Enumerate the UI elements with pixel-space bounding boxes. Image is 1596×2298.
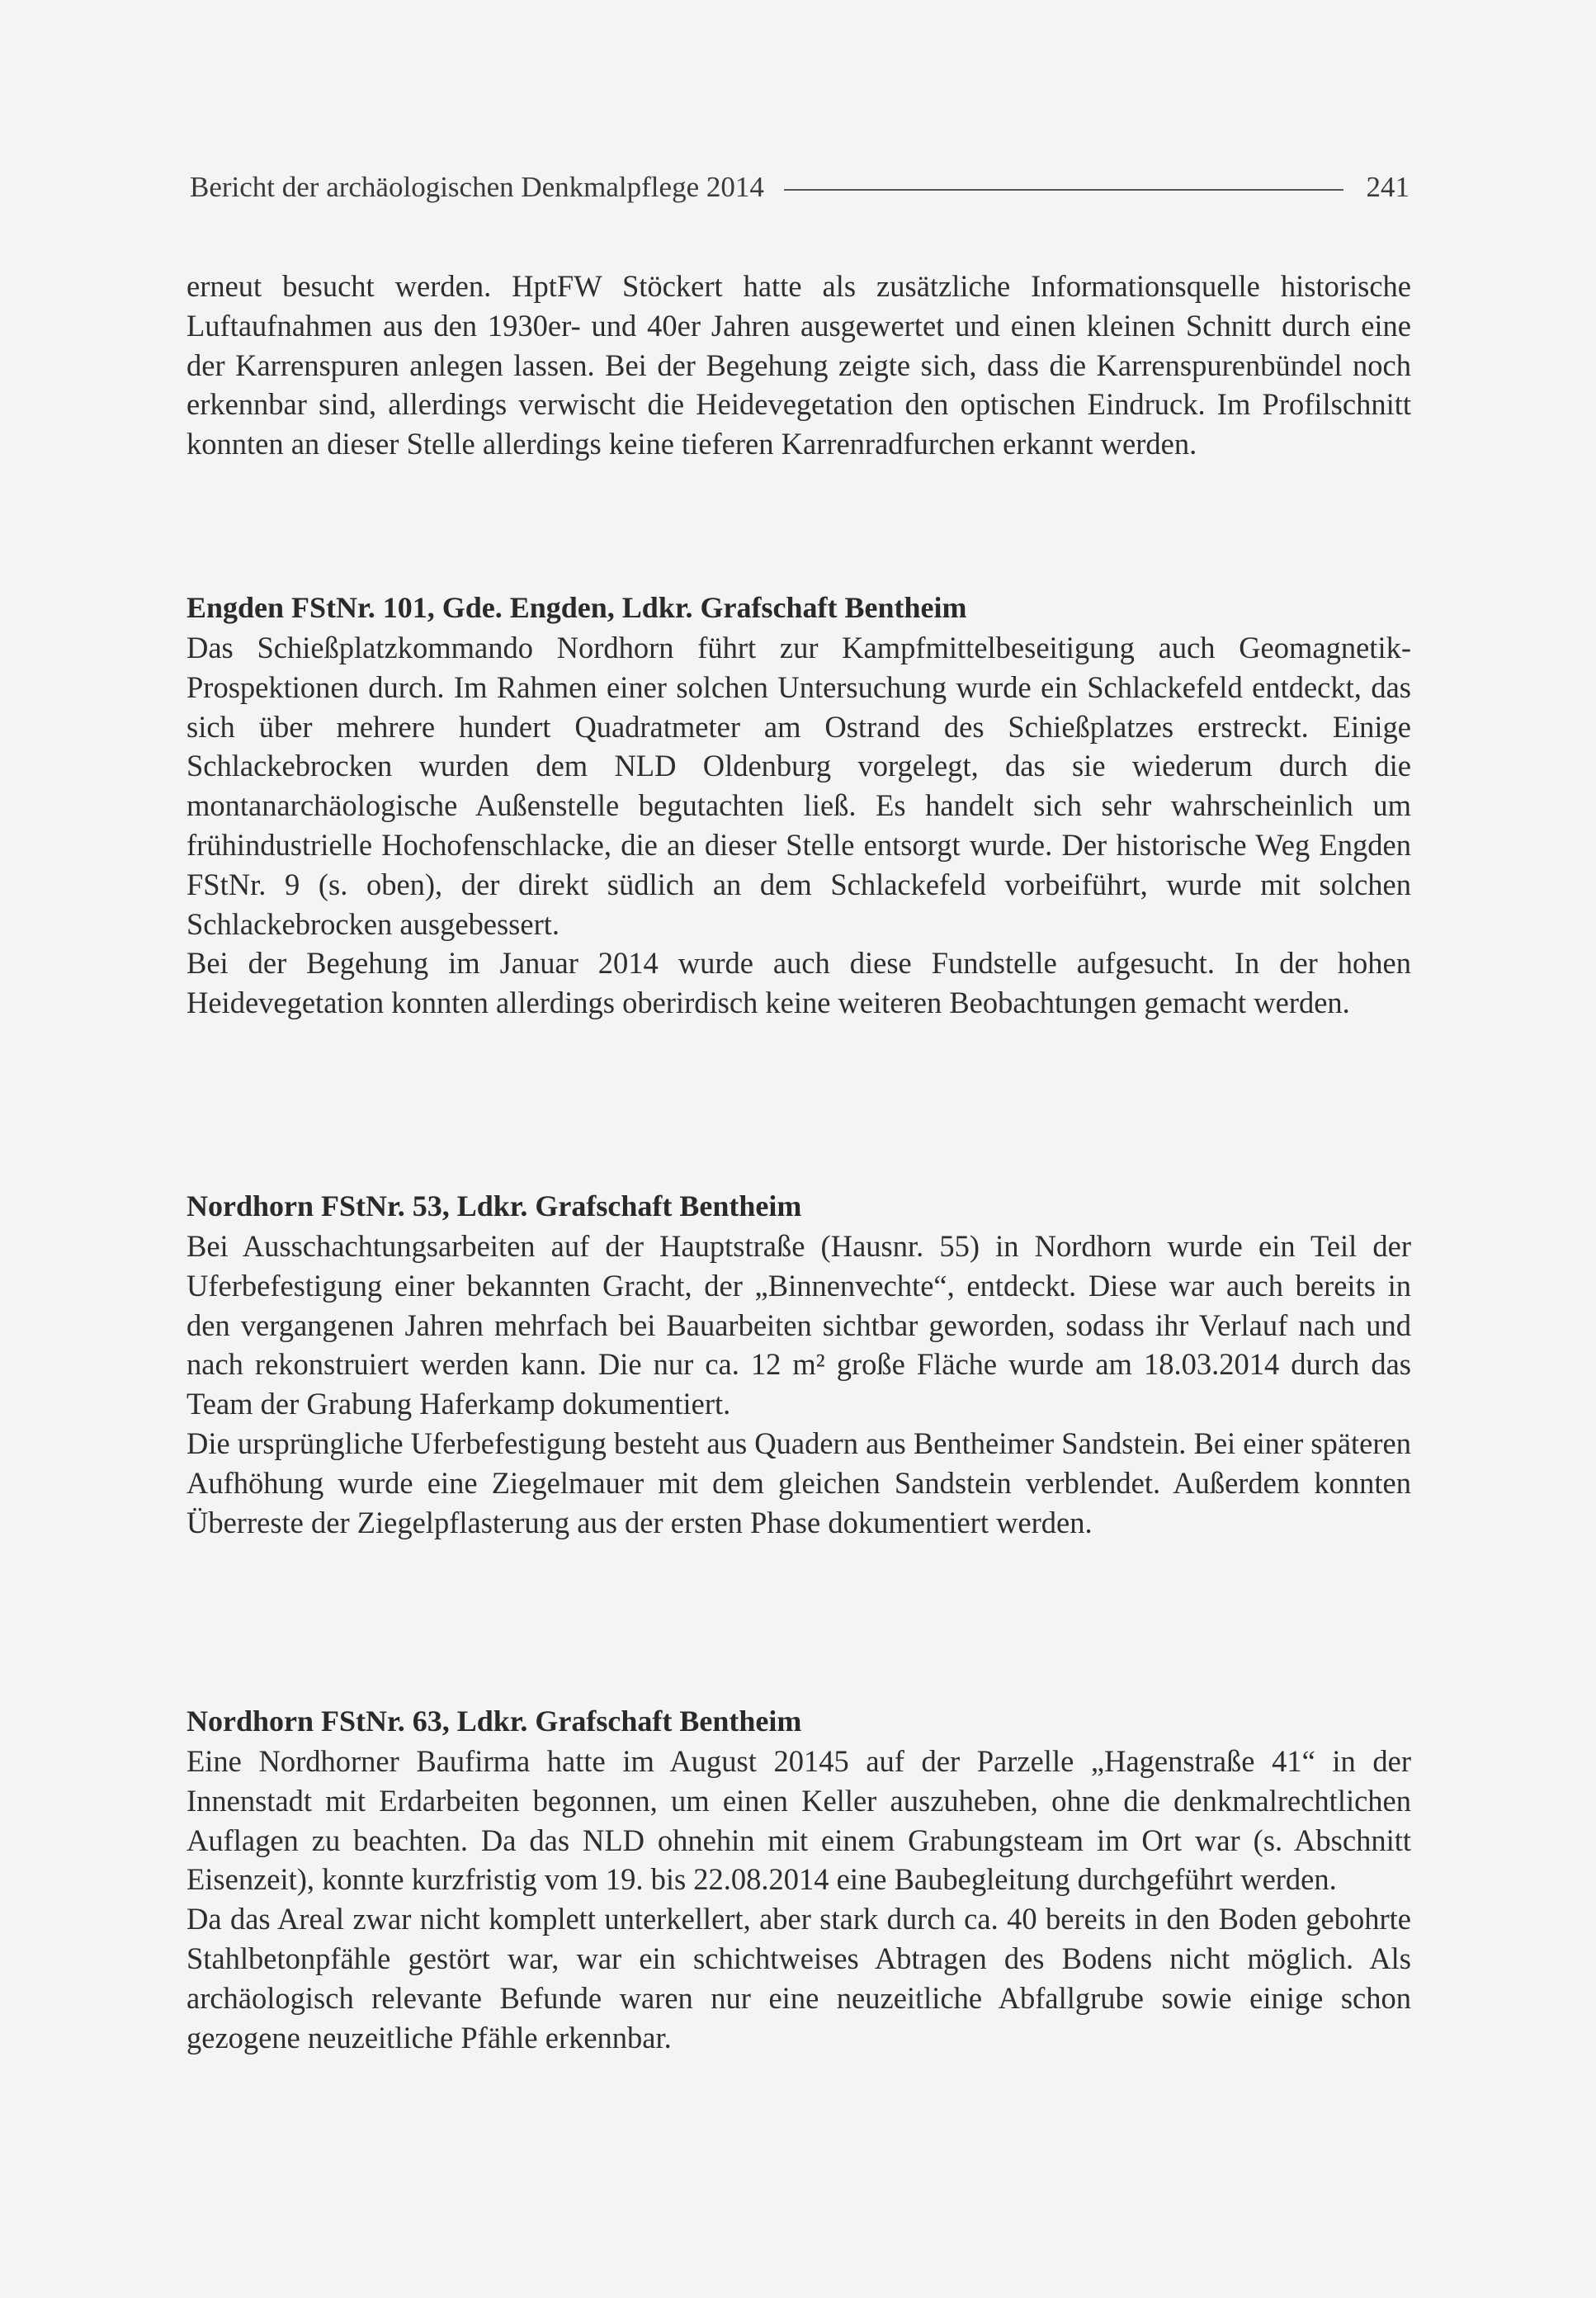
section-heading-nordhorn-53: Nordhorn FStNr. 53, Ldkr. Grafschaft Bentheim [187,1189,802,1222]
header-title: Bericht der archäologischen Denkmalpflege 2014 [190,171,764,203]
section-paragraph: Die ursprüngliche Uferbefestigung besteht aus Quadern aus Bentheimer Sandstein. Bei einer späteren Aufhöhung wurde eine Ziegelmauer mit dem gleichen Sandstein verblendet. Außerdem konnten Überreste der Ziegelpflasterung aus der ersten Phase dokumentiert werden. [187,1426,1411,1539]
section-paragraph: Eine Nordhorner Baufirma hatte im August 20145 auf der Parzelle „Hagenstraße 41“ in der Innenstadt mit Erdarbeiten begonnen, um einen Keller auszuheben, ohne die denkmalrechtlichen Auflagen zu beachten. Da das NLD ohnehin mit einem Grabungsteam im Ort war (s. Abschnitt Eisenzeit), konnte kurzfristig vom 19. bis 22.08.2014 eine Baubegleitung durchgeführt werden. [187,1744,1411,1897]
intro-paragraph: erneut besucht werden. HptFW Stöckert hatte als zusätzliche Informationsquelle historische Luftaufnahmen aus den 1930er- und 40er Jahren ausgewertet und einen kleinen Schnitt durch eine der Karrenspuren anlegen lassen. Bei der Begehung zeigte sich, dass die Karrenspurenbündel noch erkennbar sind, allerdings verwischt die Heidevegetation den optischen Eindruck. Im Profilschnitt konnten an dieser Stelle allerdings keine tieferen Karrenradfurchen erkannt werden. [187,269,1411,461]
header-rule [784,189,1343,191]
page-number: 241 [1366,171,1409,203]
section-body-nordhorn-63 [187,1742,1411,2057]
section-paragraph: Da das Areal zwar nicht komplett unterkellert, aber stark durch ca. 40 bereits in den Boden gebohrte Stahlbetonpfähle gestört war, war ein schichtweises Abtragen des Bodens nicht möglich. Als archäologisch relevante Befunde waren nur eine neuzeitliche Abfallgrube sowie einige schon gezogene neuzeitliche Pfähle erkennbar. [187,1902,1411,2054]
section-heading-engden: Engden FStNr. 101, Gde. Engden, Ldkr. Grafschaft Bentheim [187,591,967,624]
running-header [190,167,1409,208]
section-body-nordhorn-53 [187,1227,1411,1542]
section-paragraph: Das Schießplatzkommando Nordhorn führt zur Kampfmittelbeseitigung auch Geomagnetik-Prospektionen durch. Im Rahmen einer solchen Untersuchung wurde ein Schlackefeld entdeckt, das sich über mehrere hundert Quadratmeter am Ostrand des Schießplatzes erstreckt. Einige Schlackebrocken wurden dem NLD Oldenburg vorgelegt, das sie wiederum durch die montanarchäologische Außenstelle begutachten ließ. Es handelt sich sehr wahrscheinlich um frühindustrielle Hochofenschlacke, die an dieser Stelle entsorgt wurde. Der historische Weg Engden FStNr. 9 (s. oben), der direkt südlich an dem Schlackefeld vorbeiführt, wurde mit solchen Schlackebrocken ausgebessert. [187,631,1411,941]
section-body-engden [187,628,1411,1023]
section-paragraph: Bei Ausschachtungsarbeiten auf der Hauptstraße (Hausnr. 55) in Nordhorn wurde ein Teil der Uferbefestigung einer bekannten Gracht, der „Binnenvechte“, entdeckt. Diese war auch bereits in den vergangenen Jahren mehrfach bei Bauarbeiten sichtbar geworden, sodass ihr Verlauf nach und nach rekonstruiert werden kann. Die nur ca. 12 m² große Fläche wurde am 18.03.2014 durch das Team der Grabung Haferkamp dokumentiert. [187,1229,1411,1421]
section-heading-nordhorn-63: Nordhorn FStNr. 63, Ldkr. Grafschaft Bentheim [187,1705,802,1738]
section-paragraph: Bei der Begehung im Januar 2014 wurde auch diese Fundstelle aufgesucht. In der hohen Heidevegetation konnten allerdings oberirdisch keine weiteren Beobachtungen gemacht werden. [187,946,1411,1020]
